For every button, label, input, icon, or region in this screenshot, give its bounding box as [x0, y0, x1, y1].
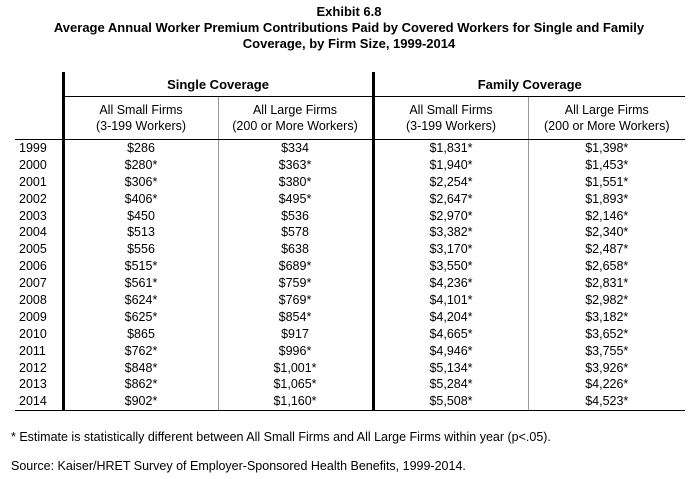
family-large-cell: $2,831* [528, 275, 685, 292]
table-row [15, 326, 685, 343]
subheader-family-small [373, 97, 528, 140]
single-large-cell: $689* [218, 258, 373, 275]
table-row [15, 208, 685, 225]
footnote: * Estimate is statistically different between All Small Firms and All Large Firms within year (p<.05). [11, 430, 551, 444]
year-cell: 2012 [19, 360, 47, 375]
subheader-sublabel: (3-199 Workers) [95, 119, 187, 133]
table-body [15, 140, 685, 411]
family-large-cell: $3,926* [528, 360, 685, 377]
family-large-cell: $2,340* [528, 224, 685, 241]
year-header-blank [15, 72, 63, 97]
single-large-cell: $363* [218, 157, 373, 174]
table-row [15, 174, 685, 191]
single-small-cell: $762* [63, 343, 218, 360]
family-small-cell: $4,236* [373, 275, 528, 292]
family-small-cell: $1,940* [373, 157, 528, 174]
year-cell: 2010 [19, 326, 47, 341]
subheader-single-large [218, 97, 373, 140]
year-cell: 2002 [19, 191, 47, 206]
year-cell: 2009 [19, 309, 47, 324]
single-large-cell: $854* [218, 309, 373, 326]
single-small-cell: $450 [63, 208, 218, 225]
year-cell: 1999 [19, 140, 47, 155]
single-large-cell: $1,001* [218, 360, 373, 377]
single-small-cell: $625* [63, 309, 218, 326]
group-family-coverage: Family Coverage [373, 72, 685, 97]
single-large-cell: $334 [218, 140, 373, 157]
family-small-cell: $4,665* [373, 326, 528, 343]
single-large-cell: $638 [218, 241, 373, 258]
family-large-cell: $1,893* [528, 191, 685, 208]
year-cell: 2003 [19, 208, 47, 223]
premium-table [15, 72, 685, 411]
year-cell: 2013 [19, 377, 47, 392]
subheader-sublabel: (200 or More Workers) [544, 119, 670, 133]
single-small-cell: $406* [63, 191, 218, 208]
year-cell: 2007 [19, 276, 47, 291]
subheader-label: All Small Firms [99, 103, 183, 117]
subheader-row [15, 97, 685, 140]
single-large-cell: $1,065* [218, 376, 373, 393]
table-row [15, 343, 685, 360]
family-small-cell: $2,254* [373, 174, 528, 191]
table-row [15, 275, 685, 292]
table-row [15, 157, 685, 174]
family-small-cell: $2,970* [373, 208, 528, 225]
title-line-1: Average Annual Worker Premium Contributions Paid by Covered Workers for Single and Family [53, 20, 645, 35]
year-subheader-blank [15, 97, 63, 140]
family-small-cell: $4,101* [373, 292, 528, 309]
year-cell: 2001 [19, 174, 47, 189]
group-header-row [15, 72, 685, 97]
single-small-cell: $306* [63, 174, 218, 191]
single-small-cell: $561* [63, 275, 218, 292]
year-cell: 2011 [19, 343, 46, 358]
family-large-cell: $2,982* [528, 292, 685, 309]
subheader-single-small [63, 97, 218, 140]
subheader-label: All Small Firms [409, 103, 493, 117]
title-line-2: Coverage, by Firm Size, 1999-2014 [242, 36, 456, 51]
family-large-cell: $4,523* [528, 393, 685, 410]
single-small-cell: $286 [63, 140, 218, 157]
family-large-cell: $2,658* [528, 258, 685, 275]
single-small-cell: $902* [63, 393, 218, 410]
year-cell: 2006 [19, 259, 47, 274]
family-large-cell: $1,398* [528, 140, 685, 157]
single-large-cell: $996* [218, 343, 373, 360]
table-row [15, 360, 685, 377]
family-small-cell: $3,170* [373, 241, 528, 258]
family-large-cell: $1,453* [528, 157, 685, 174]
family-small-cell: $1,831* [373, 140, 528, 157]
year-cell: 2005 [19, 242, 47, 257]
single-large-cell: $536 [218, 208, 373, 225]
table-row [15, 376, 685, 393]
year-cell: 2014 [15, 393, 63, 410]
subheader-label: All Large Firms [252, 103, 338, 117]
single-small-cell: $513 [63, 224, 218, 241]
family-small-cell: $3,550* [373, 258, 528, 275]
single-small-cell: $865 [63, 326, 218, 343]
single-large-cell: $578 [218, 224, 373, 241]
family-small-cell: $3,382* [373, 224, 528, 241]
single-small-cell: $280* [63, 157, 218, 174]
single-large-cell: $1,160* [218, 393, 373, 410]
premium-table-container [15, 72, 685, 411]
table-row [15, 224, 685, 241]
subheader-sublabel: (200 or More Workers) [232, 119, 358, 133]
single-small-cell: $556 [63, 241, 218, 258]
single-large-cell: $917 [218, 326, 373, 343]
year-cell: 2004 [19, 225, 47, 240]
table-row [15, 191, 685, 208]
single-large-cell: $759* [218, 275, 373, 292]
exhibit-title [0, 4, 698, 52]
single-large-cell: $380* [218, 174, 373, 191]
exhibit-number: Exhibit 6.8 [316, 4, 382, 19]
table-row [15, 309, 685, 326]
single-large-cell: $769* [218, 292, 373, 309]
family-large-cell: $2,487* [528, 241, 685, 258]
table-row [15, 140, 685, 157]
single-large-cell: $495* [218, 191, 373, 208]
single-small-cell: $848* [63, 360, 218, 377]
family-small-cell: $5,284* [373, 376, 528, 393]
family-small-cell: $4,204* [373, 309, 528, 326]
year-cell: 2008 [19, 292, 47, 307]
subheader-sublabel: (3-199 Workers) [405, 119, 497, 133]
single-small-cell: $624* [63, 292, 218, 309]
table-row [15, 292, 685, 309]
group-single-coverage: Single Coverage [63, 72, 373, 97]
table-row [15, 241, 685, 258]
family-small-cell: $5,508* [373, 393, 528, 410]
family-large-cell: $1,551* [528, 174, 685, 191]
family-large-cell: $3,755* [528, 343, 685, 360]
family-large-cell: $2,146* [528, 208, 685, 225]
table-row [15, 258, 685, 275]
subheader-label: All Large Firms [564, 103, 649, 117]
family-large-cell: $3,182* [528, 309, 685, 326]
single-small-cell: $515* [63, 258, 218, 275]
single-small-cell: $862* [63, 376, 218, 393]
table-row [15, 393, 685, 410]
family-small-cell: $5,134* [373, 360, 528, 377]
family-large-cell: $3,652* [528, 326, 685, 343]
family-small-cell: $2,647* [373, 191, 528, 208]
subheader-family-large [528, 97, 685, 140]
year-cell: 2000 [19, 157, 47, 172]
family-small-cell: $4,946* [373, 343, 528, 360]
family-large-cell: $4,226* [528, 376, 685, 393]
source-note: Source: Kaiser/HRET Survey of Employer-Sponsored Health Benefits, 1999-2014. [11, 459, 466, 473]
